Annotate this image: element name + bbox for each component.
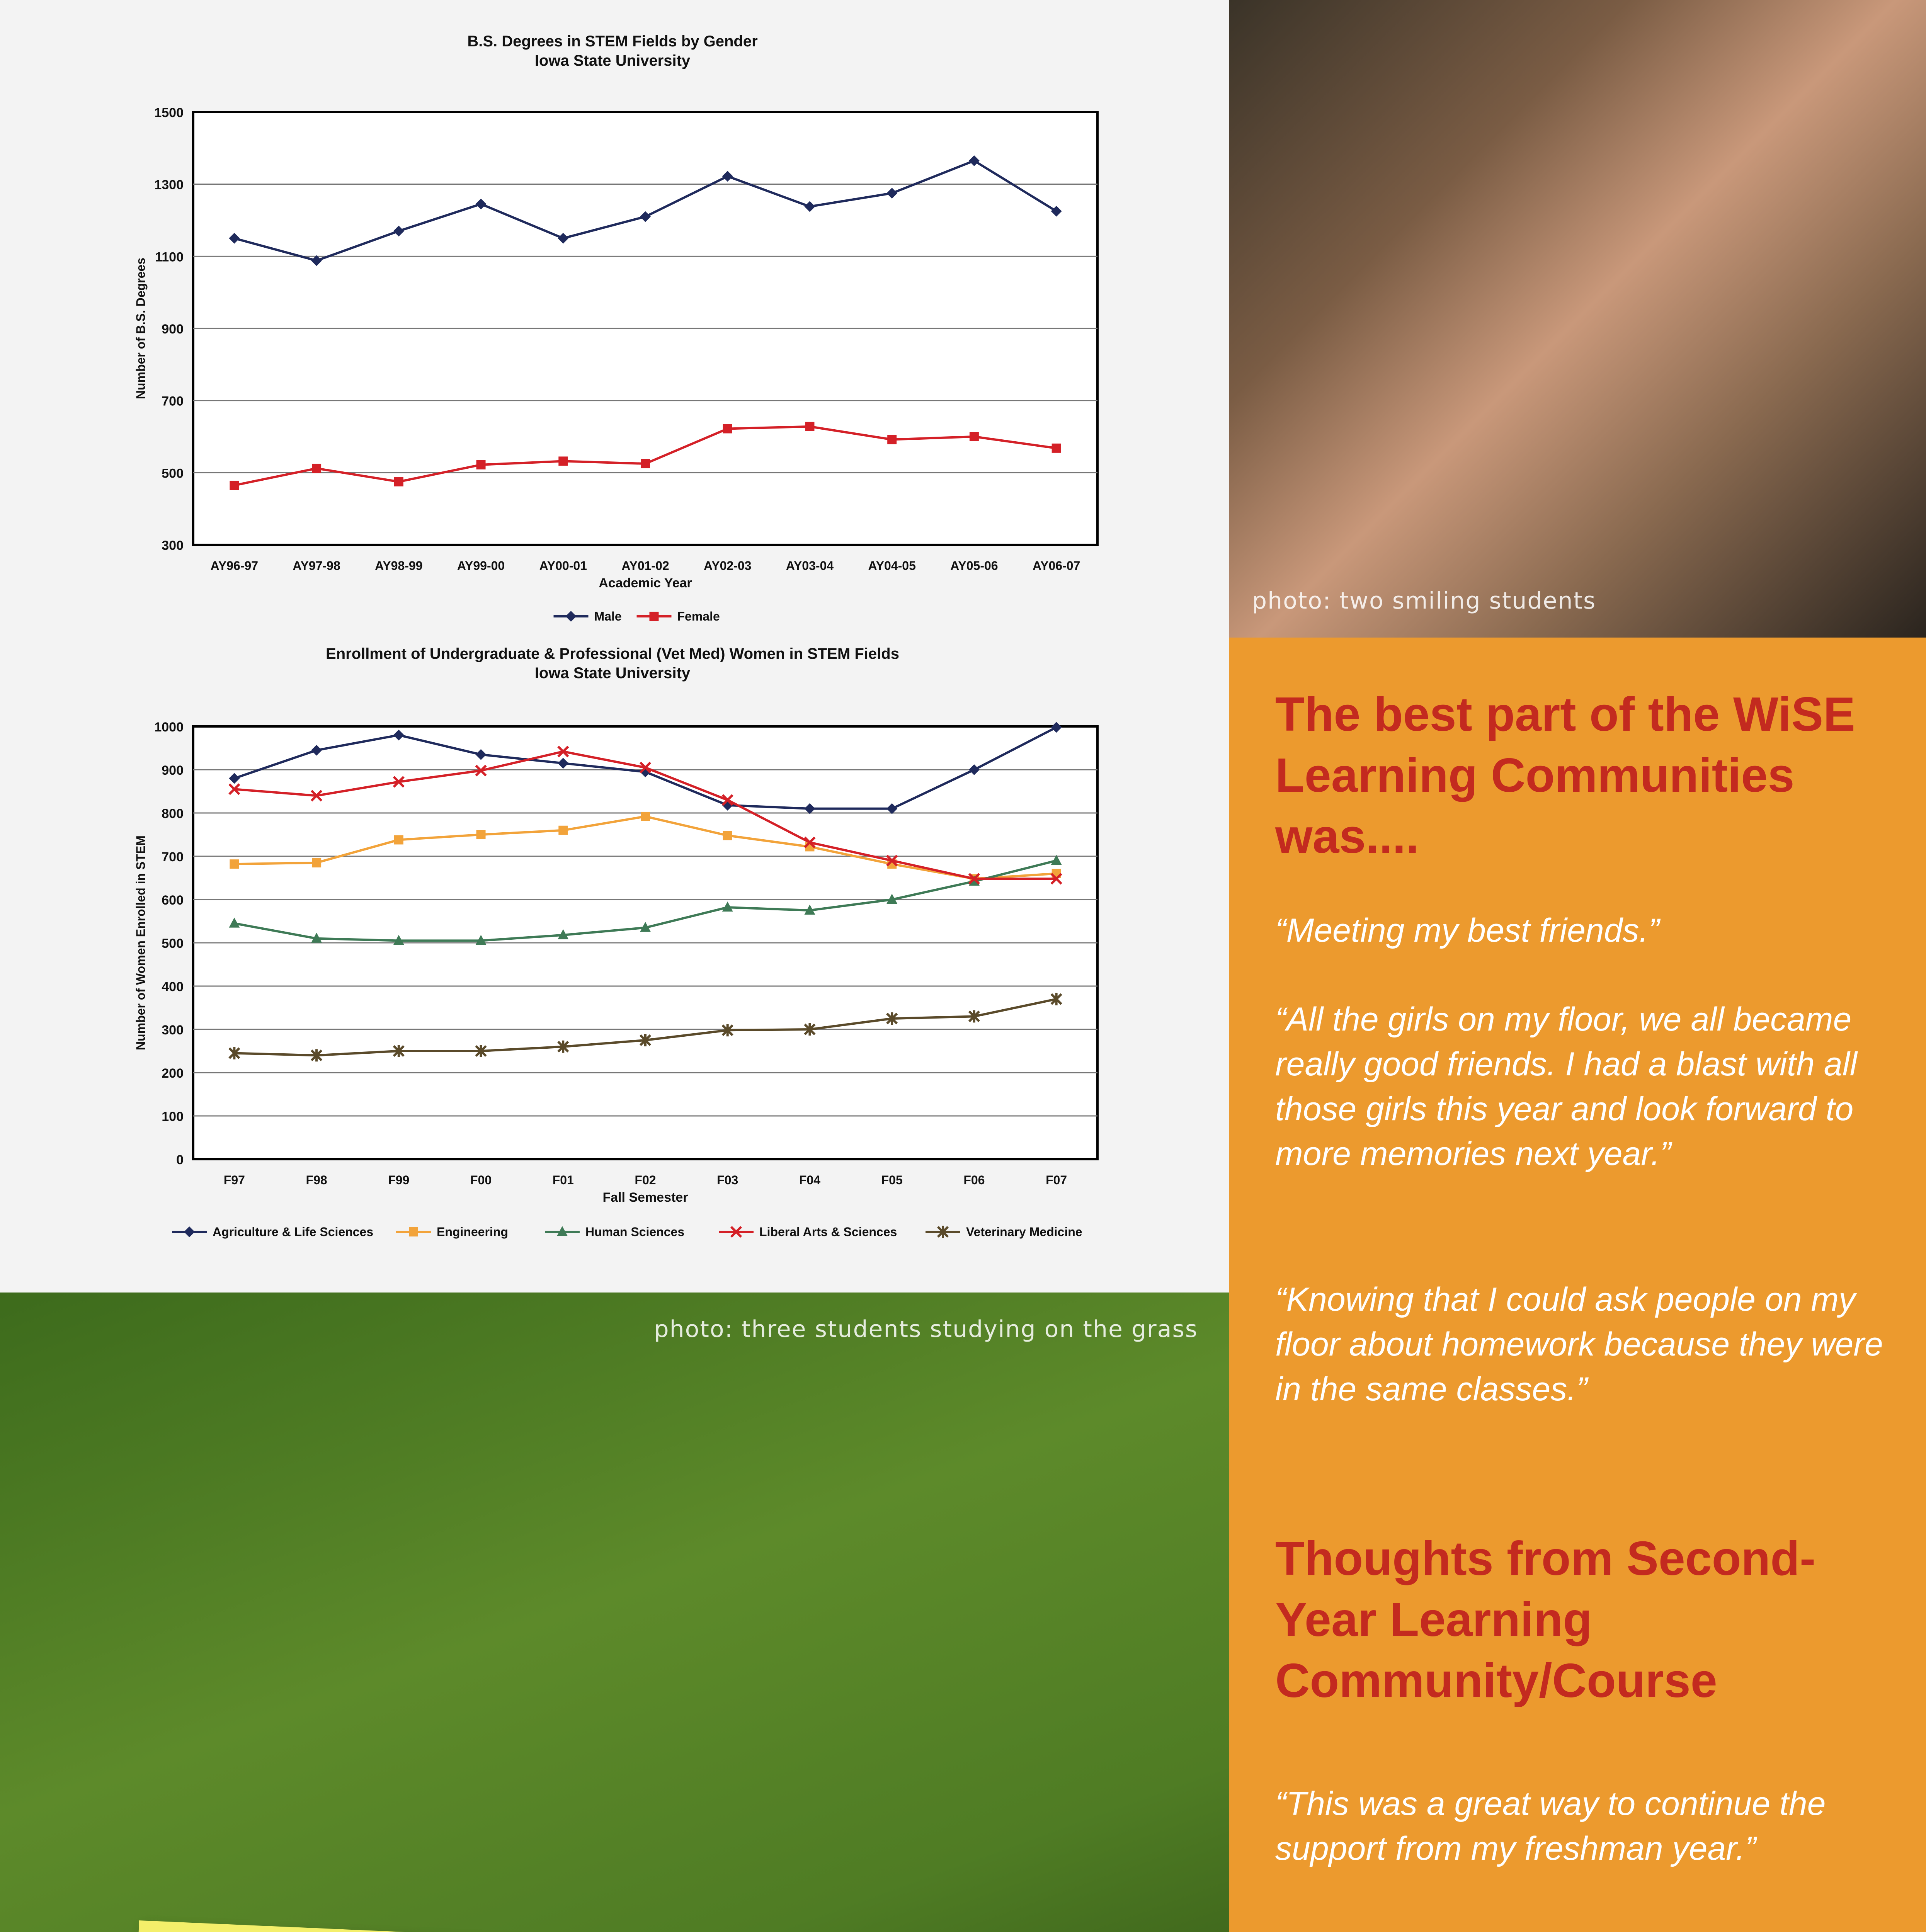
legend-marker — [184, 1226, 195, 1237]
legend-label: Veterinary Medicine — [966, 1225, 1082, 1239]
data-point — [476, 830, 486, 839]
legend-item — [926, 1225, 1082, 1239]
y-tick-label: 500 — [162, 466, 184, 481]
data-point — [970, 432, 979, 441]
x-tick-label: F04 — [799, 1173, 821, 1187]
y-tick-label: 700 — [162, 394, 184, 409]
x-tick-label: AY98-99 — [375, 559, 423, 573]
data-point — [230, 481, 239, 490]
y-tick-label: 200 — [162, 1066, 184, 1081]
quote-item: “This was a great way to continue the support from my freshman year.” — [1275, 1785, 1826, 1867]
data-point — [394, 835, 403, 844]
data-point — [887, 435, 897, 444]
x-tick-label: F01 — [552, 1173, 574, 1187]
chart-title: Enrollment of Undergraduate & Professional (Vet Med) Women in STEM Fields — [326, 645, 899, 662]
x-tick-label: AY01-02 — [621, 559, 669, 573]
x-axis-label: Academic Year — [599, 576, 692, 590]
x-tick-label: F02 — [635, 1173, 656, 1187]
data-point — [558, 456, 568, 466]
y-tick-label: 1500 — [154, 105, 184, 120]
legend-item — [396, 1225, 508, 1239]
chart-title: B.S. Degrees in STEM Fields by Gender — [467, 33, 758, 50]
y-tick-label: 0 — [176, 1153, 184, 1167]
data-point — [723, 424, 732, 433]
x-tick-label: F00 — [470, 1173, 492, 1187]
x-tick-label: AY06-07 — [1032, 559, 1080, 573]
x-tick-label: F99 — [388, 1173, 410, 1187]
x-tick-label: AY02-03 — [704, 559, 752, 573]
y-tick-label: 900 — [162, 322, 184, 337]
x-tick-label: AY00-01 — [539, 559, 587, 573]
x-axis-label: Fall Semester — [602, 1190, 688, 1205]
legend-item — [637, 609, 720, 623]
x-tick-label: AY05-06 — [950, 559, 998, 573]
data-point — [1052, 444, 1061, 453]
data-point — [312, 858, 321, 867]
quote-item: “Knowing that I could ask people on my floor about homework because they were in the same classes.” — [1275, 1281, 1883, 1408]
data-point — [476, 460, 486, 469]
x-tick-label: F06 — [963, 1173, 985, 1187]
x-tick-label: AY99-00 — [457, 559, 505, 573]
photo-caption: photo: three students studying on the grass — [654, 1316, 1198, 1343]
x-tick-label: AY04-05 — [868, 559, 916, 573]
y-tick-label: 1300 — [154, 177, 184, 192]
y-tick-label: 400 — [162, 980, 184, 994]
y-tick-label: 800 — [162, 806, 184, 821]
y-tick-label: 300 — [162, 538, 184, 553]
degrees-by-gender-chart — [0, 15, 1229, 649]
data-point — [230, 859, 239, 869]
legend-label: Liberal Arts & Sciences — [759, 1225, 897, 1239]
x-tick-label: F05 — [881, 1173, 903, 1187]
photo-two-students — [1229, 0, 1926, 638]
y-tick-label: 1100 — [155, 250, 184, 265]
y-tick-label: 900 — [162, 763, 184, 778]
data-point — [312, 464, 321, 473]
legend-marker — [409, 1227, 418, 1236]
legend-label: Engineering — [437, 1225, 508, 1239]
x-tick-label: F98 — [306, 1173, 327, 1187]
x-tick-label: F97 — [223, 1173, 245, 1187]
heading-second-year: Thoughts from Second-Year Learning Community/Course — [1275, 1532, 1816, 1708]
y-tick-label: 500 — [162, 936, 184, 951]
y-tick-label: 600 — [162, 893, 184, 908]
y-axis-label: Number of Women Enrolled in STEM — [134, 835, 148, 1050]
x-tick-label: AY96-97 — [210, 559, 259, 573]
legend-label: Female — [677, 609, 720, 623]
data-point — [805, 422, 814, 431]
x-tick-label: F03 — [717, 1173, 738, 1187]
y-axis-label: Number of B.S. Degrees — [134, 257, 148, 400]
photo-three-students — [0, 1293, 1229, 1932]
x-tick-label: AY97-98 — [293, 559, 340, 573]
x-tick-label: AY03-04 — [786, 559, 834, 573]
data-point — [558, 826, 568, 835]
data-point — [723, 831, 732, 840]
legend-item — [545, 1225, 684, 1239]
y-tick-label: 1000 — [154, 720, 184, 735]
quote-item: “All the girls on my floor, we all became really good friends. I had a blast with all those girls this year and look forward to more memories next year.” — [1275, 1001, 1857, 1172]
heading-best-part: The best part of the WiSE Learning Communities was.... — [1275, 688, 1855, 863]
legend-label: Agriculture & Life Sciences — [213, 1225, 374, 1239]
women-enrollment-chart — [0, 641, 1229, 1291]
data-point — [394, 477, 403, 486]
y-tick-label: 700 — [162, 850, 184, 864]
x-tick-label: F07 — [1046, 1173, 1067, 1187]
legend-item — [719, 1225, 897, 1239]
legend-marker — [566, 611, 577, 622]
y-tick-label: 300 — [162, 1023, 184, 1037]
chart-subtitle: Iowa State University — [534, 665, 691, 682]
legend-label: Human Sciences — [585, 1225, 685, 1239]
legend-label: Male — [594, 609, 622, 623]
chart-subtitle: Iowa State University — [534, 52, 691, 69]
legend-marker — [650, 612, 659, 621]
photo-caption: photo: two smiling students — [1252, 587, 1596, 614]
data-point — [641, 812, 650, 821]
legend-item — [554, 609, 622, 623]
legend-item — [172, 1225, 373, 1239]
data-point — [641, 459, 650, 468]
quote-item: “Meeting my best friends.” — [1275, 912, 1660, 949]
y-tick-label: 100 — [162, 1109, 184, 1124]
